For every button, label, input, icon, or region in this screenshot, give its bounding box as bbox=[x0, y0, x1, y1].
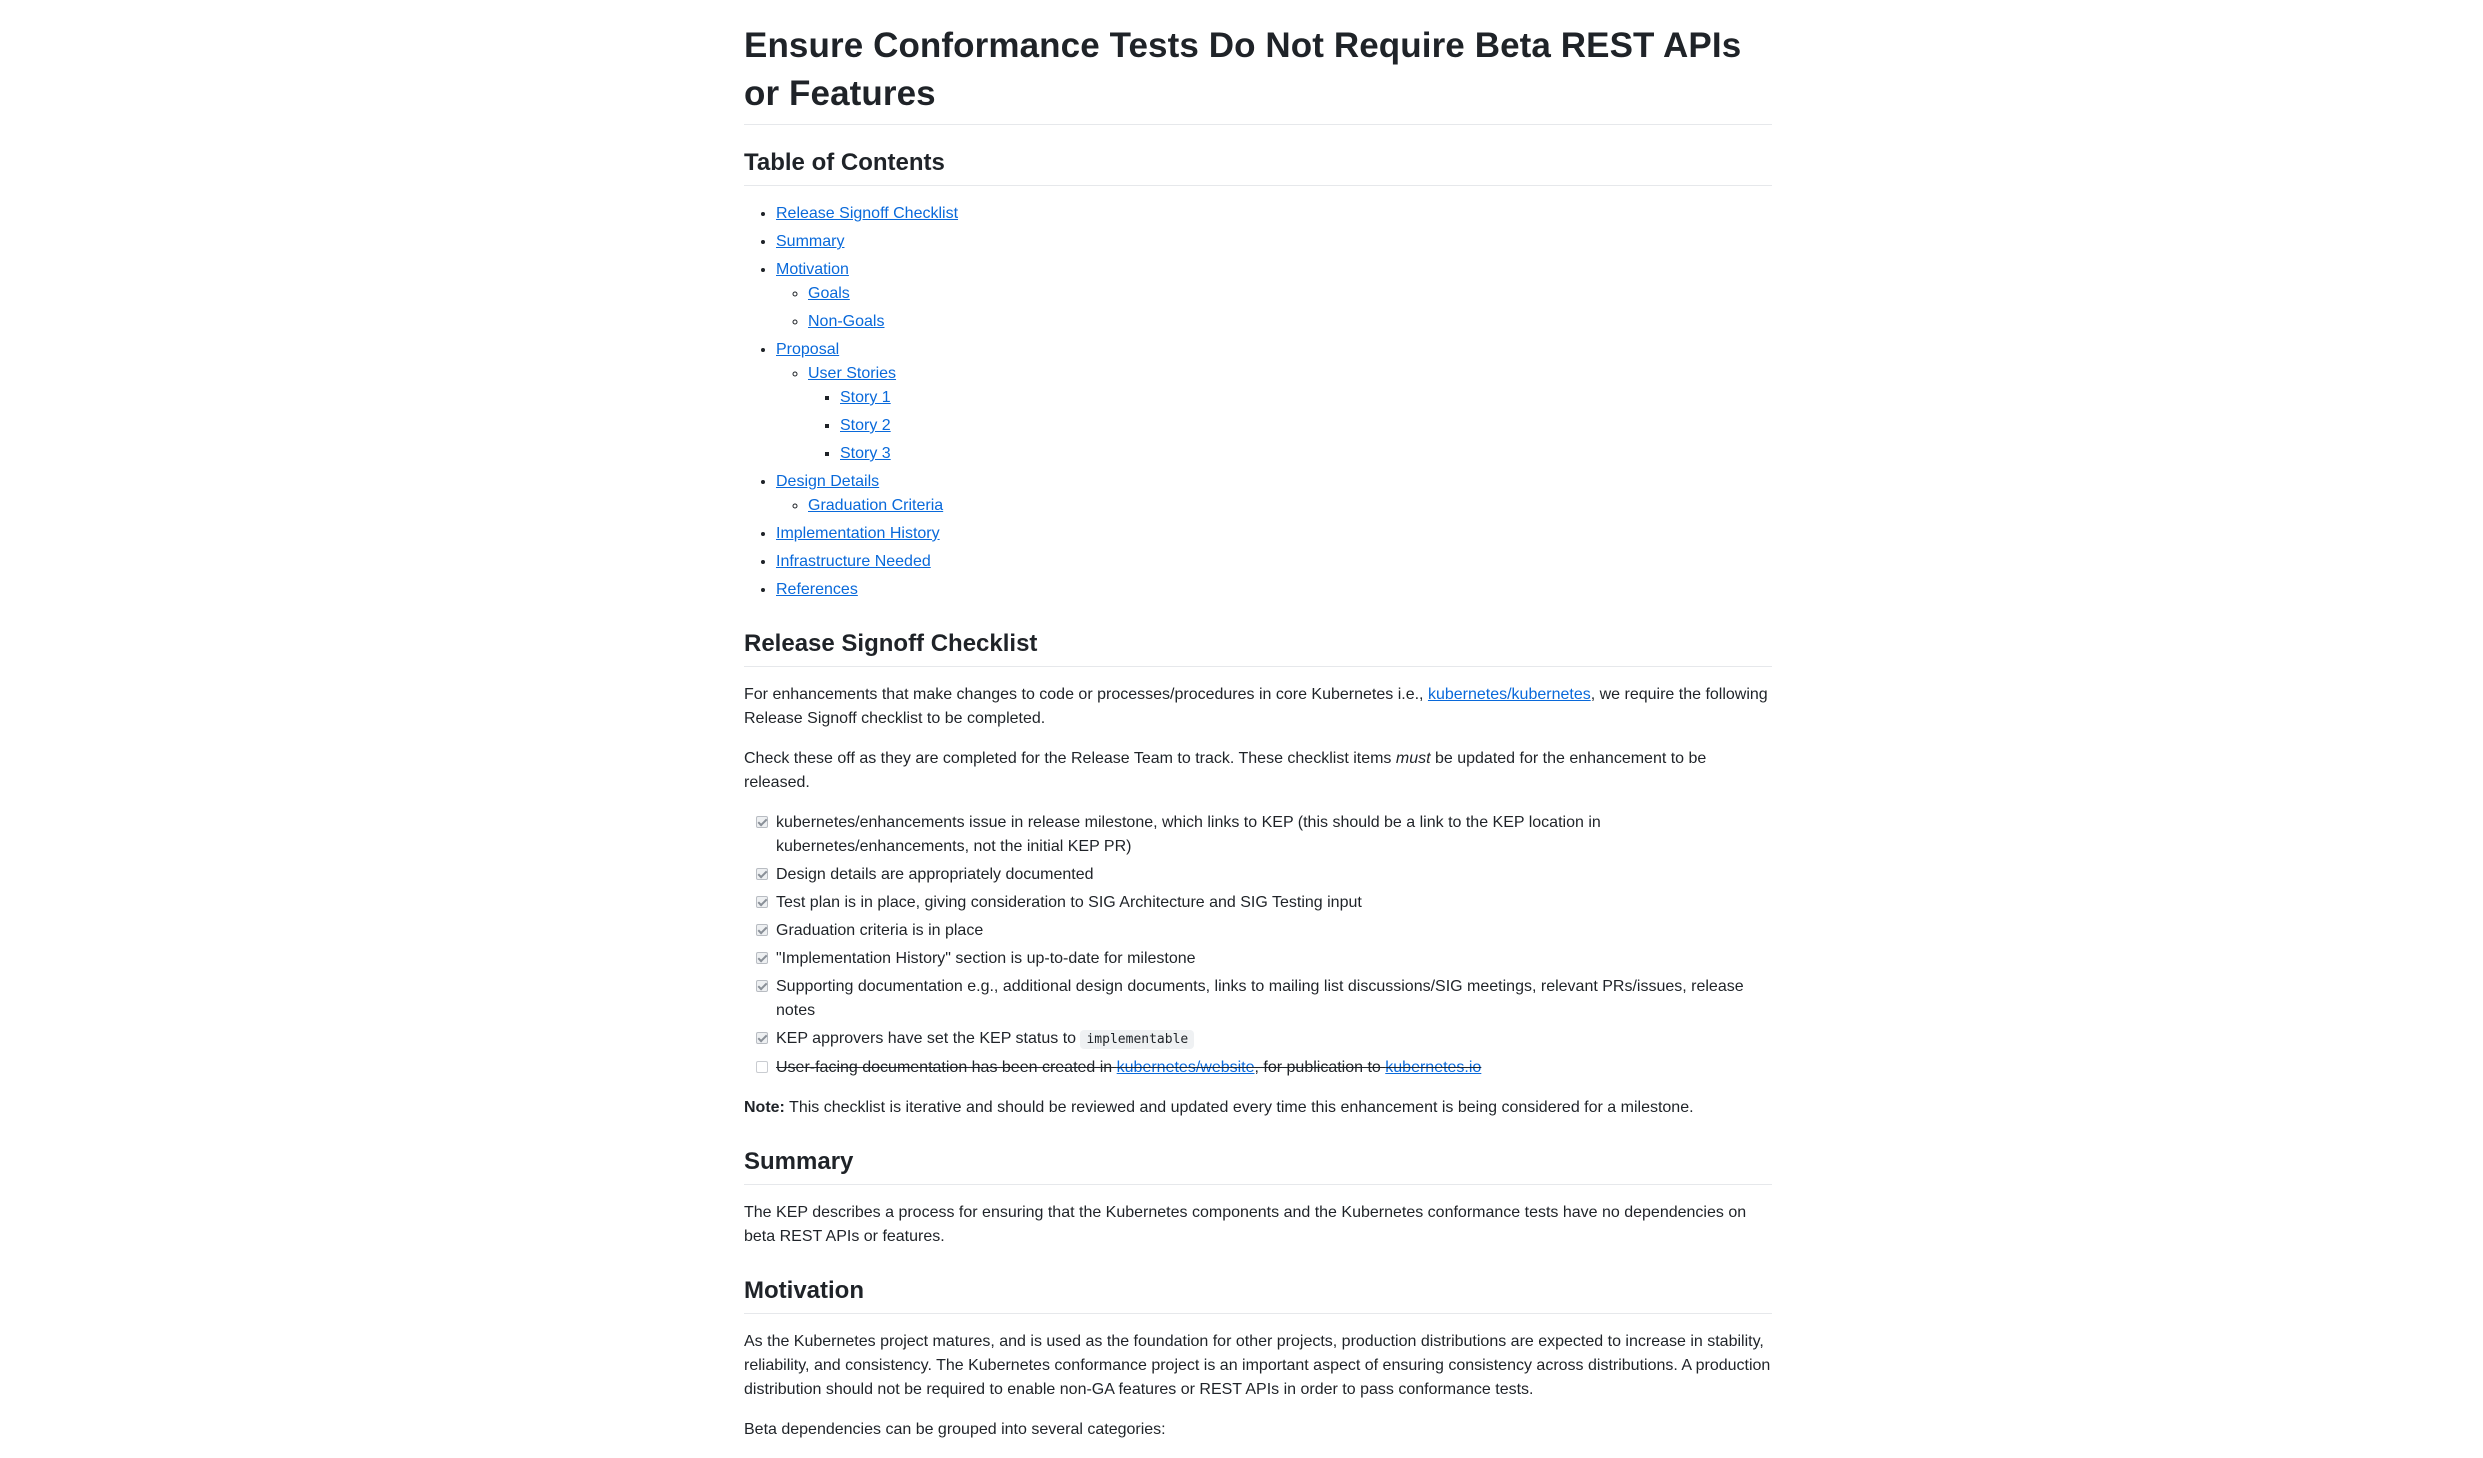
toc-item bbox=[776, 338, 1772, 466]
checklist-item bbox=[756, 919, 1772, 943]
text: , for publication to bbox=[1254, 1059, 1386, 1076]
release-signoff-instructions bbox=[744, 747, 1772, 795]
kubernetes-repo-link[interactable]: kubernetes/kubernetes bbox=[1427, 686, 1591, 703]
toc-item bbox=[808, 362, 1772, 466]
checkbox-checked-icon[interactable] bbox=[756, 816, 768, 828]
toc-link-non-goals[interactable]: Non-Goals bbox=[808, 313, 885, 330]
checklist-item bbox=[756, 811, 1772, 859]
text: , we require the following Release Signoff checklist to be completed. bbox=[744, 686, 1768, 727]
checklist-note bbox=[744, 1096, 1772, 1120]
emphasis: must bbox=[1395, 750, 1431, 767]
toc-item bbox=[808, 282, 1772, 306]
checklist-item bbox=[756, 1027, 1772, 1052]
checklist-item bbox=[756, 891, 1772, 915]
checklist-item-label: KEP approvers have set the KEP status to bbox=[776, 1030, 1081, 1047]
kep-status-code: implementable bbox=[1080, 1030, 1194, 1049]
toc-item bbox=[776, 470, 1772, 518]
toc-item bbox=[776, 522, 1772, 546]
page-title: Ensure Conformance Tests Do Not Require Beta REST APIs or Features bbox=[744, 22, 1772, 125]
toc-link-graduation-criteria[interactable]: Graduation Criteria bbox=[808, 497, 944, 514]
summary-heading: Summary bbox=[744, 1144, 1772, 1185]
toc-heading: Table of Contents bbox=[744, 145, 1772, 186]
toc-item bbox=[776, 258, 1772, 334]
checkbox-checked-icon[interactable] bbox=[756, 924, 768, 936]
checklist-item-label bbox=[776, 1059, 1481, 1076]
checklist-item-label: Design details are appropriately documented bbox=[776, 866, 1094, 883]
checklist-item-label: "Implementation History" section is up-to-date for milestone bbox=[776, 950, 1196, 967]
checkbox-unchecked-icon[interactable] bbox=[756, 1061, 768, 1073]
motivation-text: As the Kubernetes project matures, and is used as the foundation for other projects, production distributions are expected to increase in stability, reliability, and consistency. The Kubernetes conformance project is an important aspect of ensuring consistency across distributions. A production distribution should not be required to enable non-GA features or REST APIs in order to pass conformance tests. bbox=[744, 1333, 1771, 1398]
release-signoff-intro bbox=[744, 683, 1772, 731]
toc-link-story-1[interactable]: Story 1 bbox=[840, 389, 891, 406]
checklist-item bbox=[756, 947, 1772, 971]
text: For enhancements that make changes to code or processes/procedures in core Kubernetes i.e., bbox=[744, 686, 1428, 703]
motivation-heading: Motivation bbox=[744, 1273, 1772, 1314]
document bbox=[744, 22, 1772, 1458]
checklist-item bbox=[756, 975, 1772, 1023]
checkbox-checked-icon[interactable] bbox=[756, 896, 768, 908]
checklist-item bbox=[756, 863, 1772, 887]
checklist-item-label: Supporting documentation e.g., additional design documents, links to mailing list discussions/SIG meetings, relevant PRs/issues, release notes bbox=[776, 978, 1744, 1019]
toc-item bbox=[776, 230, 1772, 254]
checkbox-checked-icon[interactable] bbox=[756, 980, 768, 992]
kubernetes-io-link[interactable]: kubernetes.io bbox=[1385, 1059, 1482, 1076]
table-of-contents bbox=[744, 202, 1772, 602]
toc-link-implementation-history[interactable]: Implementation History bbox=[776, 525, 940, 542]
signoff-checklist bbox=[744, 811, 1772, 1080]
toc-link-design-details[interactable]: Design Details bbox=[776, 473, 880, 490]
toc-link-story-3[interactable]: Story 3 bbox=[840, 445, 891, 462]
checklist-item bbox=[756, 1056, 1772, 1080]
toc-link-story-2[interactable]: Story 2 bbox=[840, 417, 891, 434]
checkbox-checked-icon[interactable] bbox=[756, 868, 768, 880]
toc-item bbox=[776, 202, 1772, 226]
toc-item bbox=[840, 414, 1772, 438]
note-text: This checklist is iterative and should be reviewed and updated every time this enhancement is being considered for a milestone. bbox=[784, 1099, 1694, 1116]
toc-item bbox=[840, 386, 1772, 410]
checkbox-checked-icon[interactable] bbox=[756, 952, 768, 964]
summary-text: The KEP describes a process for ensuring that the Kubernetes components and the Kubernetes conformance tests have no dependencies on beta REST APIs or features. bbox=[744, 1204, 1747, 1245]
toc-item bbox=[776, 578, 1772, 602]
toc-item bbox=[840, 442, 1772, 466]
text: User-facing documentation has been created in bbox=[776, 1059, 1117, 1076]
toc-link-proposal[interactable]: Proposal bbox=[776, 341, 840, 358]
toc-link-motivation[interactable]: Motivation bbox=[776, 261, 849, 278]
toc-link-goals[interactable]: Goals bbox=[808, 285, 850, 302]
motivation-text-2: Beta dependencies can be grouped into several categories: bbox=[744, 1421, 1166, 1438]
text: Check these off as they are completed for the Release Team to track. These checklist items bbox=[744, 750, 1396, 767]
toc-link-user-stories[interactable]: User Stories bbox=[808, 365, 897, 382]
toc-link-references[interactable]: References bbox=[776, 581, 858, 598]
kubernetes-website-link[interactable]: kubernetes/website bbox=[1116, 1059, 1255, 1076]
note-label: Note: bbox=[744, 1099, 785, 1116]
checklist-item-label: kubernetes/enhancements issue in release milestone, which links to KEP (this should be a link to the KEP location in kubernetes/enhancements, not the initial KEP PR) bbox=[776, 814, 1601, 855]
checklist-item-label: Graduation criteria is in place bbox=[776, 922, 984, 939]
release-signoff-heading: Release Signoff Checklist bbox=[744, 626, 1772, 667]
toc-item bbox=[808, 494, 1772, 518]
toc-link-release-signoff[interactable]: Release Signoff Checklist bbox=[776, 205, 959, 222]
checkbox-checked-icon[interactable] bbox=[756, 1032, 768, 1044]
text: be updated for the enhancement to be released. bbox=[744, 750, 1707, 791]
toc-item bbox=[808, 310, 1772, 334]
checklist-item-label: Test plan is in place, giving consideration to SIG Architecture and SIG Testing input bbox=[776, 894, 1362, 911]
toc-link-summary[interactable]: Summary bbox=[776, 233, 845, 250]
toc-item bbox=[776, 550, 1772, 574]
toc-link-infrastructure-needed[interactable]: Infrastructure Needed bbox=[776, 553, 931, 570]
